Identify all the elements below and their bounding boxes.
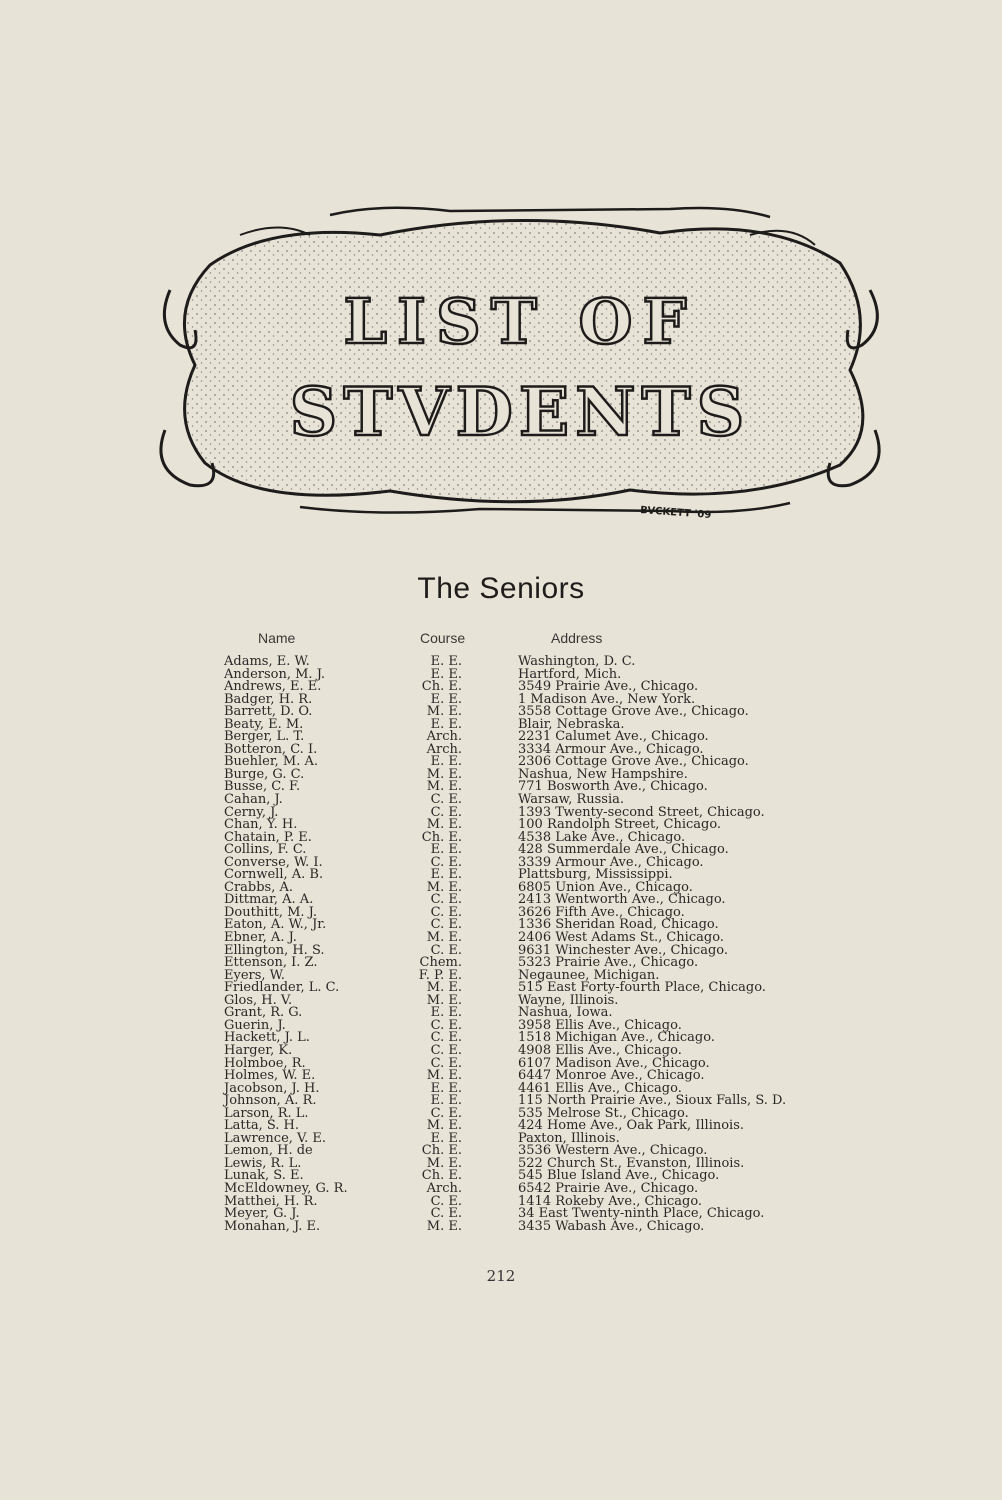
student-course: C. E. xyxy=(430,1105,462,1121)
student-row xyxy=(0,731,1002,744)
student-course: E. E. xyxy=(430,754,462,770)
banner-line-1: LIST OF xyxy=(343,285,697,358)
student-row xyxy=(0,942,1002,958)
student-address: 3558 Cottage Grove Ave., Chicago. xyxy=(518,704,749,720)
column-header-name: Name xyxy=(258,630,296,646)
student-course: M. E. xyxy=(426,779,462,795)
student-row xyxy=(0,781,1002,794)
student-address: 6542 Prairie Ave., Chicago. xyxy=(518,1180,699,1196)
student-address: 3958 Ellis Ave., Chicago. xyxy=(518,1017,682,1033)
student-course: Arch. xyxy=(426,729,462,745)
artist-signature: BVCKETT '09 xyxy=(639,505,712,521)
student-course: C. E. xyxy=(430,904,462,920)
student-address: 522 Church St., Evanston, Illinois. xyxy=(518,1155,745,1171)
student-row xyxy=(0,879,1002,895)
student-name: Latta, S. H. xyxy=(224,1118,300,1134)
student-name: Matthei, H. R. xyxy=(224,1193,318,1209)
student-course: C. E. xyxy=(430,1042,462,1058)
student-name: Grant, R. G. xyxy=(224,1005,303,1021)
student-row xyxy=(0,844,1002,857)
student-course: C. E. xyxy=(430,1030,462,1046)
student-row xyxy=(0,766,1002,782)
student-course: C. E. xyxy=(430,942,462,958)
student-course: M. E. xyxy=(426,817,462,833)
list-of-students-banner xyxy=(150,195,890,525)
student-name: Larson, R. L. xyxy=(224,1105,309,1121)
student-row xyxy=(0,1055,1002,1071)
student-row xyxy=(0,1120,1002,1133)
section-title: The Seniors xyxy=(417,572,585,605)
student-name: Monahan, J. E. xyxy=(224,1218,321,1234)
student-address: 3435 Wabash Ave., Chicago. xyxy=(518,1218,705,1234)
student-course: E. E. xyxy=(430,842,462,858)
student-address: 535 Melrose St., Chicago. xyxy=(518,1105,689,1121)
student-row xyxy=(0,1032,1002,1045)
student-course: C. E. xyxy=(430,1193,462,1209)
student-row xyxy=(0,1170,1002,1183)
student-name: Hackett, J. L. xyxy=(224,1030,310,1046)
student-course: C. E. xyxy=(430,917,462,933)
student-name: Andrews, E. E. xyxy=(224,679,322,695)
student-address: 1414 Rokeby Ave., Chicago. xyxy=(518,1193,703,1209)
student-name: Collins, F. C. xyxy=(224,842,307,858)
student-course: C. E. xyxy=(430,1017,462,1033)
student-address: 3334 Armour Ave., Chicago. xyxy=(518,741,704,757)
student-row xyxy=(0,869,1002,882)
student-course: C. E. xyxy=(430,1206,462,1222)
student-address: 5323 Prairie Ave., Chicago. xyxy=(518,955,699,971)
student-course: M. E. xyxy=(426,1155,462,1171)
student-course: Ch. E. xyxy=(421,1168,462,1184)
student-course: E. E. xyxy=(430,666,462,682)
student-name: Jacobson, J. H. xyxy=(224,1080,320,1096)
student-name: Holmboe, R. xyxy=(224,1055,306,1071)
student-course: M. E. xyxy=(426,879,462,895)
student-address: Hartford, Mich. xyxy=(518,666,622,682)
student-name: Chatain, P. E. xyxy=(224,829,312,845)
student-course: Chem. xyxy=(419,955,462,971)
student-address: Washington, D. C. xyxy=(518,654,636,669)
student-name: Badger, H. R. xyxy=(224,691,313,707)
student-row xyxy=(0,829,1002,845)
student-course: E. E. xyxy=(430,654,462,669)
student-row xyxy=(0,656,1002,669)
student-name: Dittmar, A. A. xyxy=(224,892,314,908)
student-row xyxy=(0,794,1002,807)
student-name: Glos, H. V. xyxy=(224,992,293,1008)
student-name: Douthitt, M. J. xyxy=(224,904,317,920)
student-name: Eaton, A. W., Jr. xyxy=(224,917,327,933)
student-name: Ebner, A. J. xyxy=(224,930,297,946)
student-address: 6107 Madison Ave., Chicago. xyxy=(518,1055,710,1071)
student-name: Crabbs, A. xyxy=(224,879,294,895)
student-name: Friedlander, L. C. xyxy=(224,980,340,996)
student-row xyxy=(0,982,1002,995)
student-address: 1393 Twenty-second Street, Chicago. xyxy=(518,804,765,820)
student-address: 428 Summerdale Ave., Chicago. xyxy=(518,842,729,858)
student-row xyxy=(0,1218,1002,1234)
student-row xyxy=(0,1080,1002,1096)
student-name: Berger, L. T. xyxy=(224,729,305,745)
student-name: Cornwell, A. B. xyxy=(224,867,324,883)
student-address: 6447 Monroe Ave., Chicago. xyxy=(518,1068,705,1084)
student-row xyxy=(0,1105,1002,1121)
student-course: E. E. xyxy=(430,1080,462,1096)
student-row xyxy=(0,819,1002,832)
student-name: McEldowney, G. R. xyxy=(224,1180,348,1196)
column-header-course: Course xyxy=(420,630,466,646)
student-course: E. E. xyxy=(430,691,462,707)
student-course: C. E. xyxy=(430,792,462,808)
student-row xyxy=(0,1180,1002,1196)
student-course: Ch. E. xyxy=(421,1143,462,1159)
student-address: 9631 Winchester Ave., Chicago. xyxy=(518,942,729,958)
student-course: E. E. xyxy=(430,1005,462,1021)
student-name: Chan, Y. H. xyxy=(224,817,298,833)
student-row xyxy=(0,919,1002,932)
student-address: 1 Madison Ave., New York. xyxy=(518,691,696,707)
student-address: 34 East Twenty-ninth Place, Chicago. xyxy=(518,1206,765,1222)
student-name: Burge, G. C. xyxy=(224,766,305,782)
student-address: Warsaw, Russia. xyxy=(518,792,625,808)
student-name: Ettenson, I. Z. xyxy=(224,955,318,971)
student-name: Botteron, C. I. xyxy=(224,741,318,757)
student-row xyxy=(0,756,1002,769)
student-course: M. E. xyxy=(426,704,462,720)
student-row xyxy=(0,741,1002,757)
student-row xyxy=(0,1130,1002,1146)
student-course: M. E. xyxy=(426,980,462,996)
student-name: Lemon, H. de xyxy=(224,1143,313,1159)
student-course: E. E. xyxy=(430,867,462,883)
student-course: C. E. xyxy=(430,1055,462,1071)
student-name: Lewis, R. L. xyxy=(224,1155,302,1171)
student-course: Arch. xyxy=(426,1180,462,1196)
student-address: 771 Bosworth Ave., Chicago. xyxy=(518,779,708,795)
student-name: Anderson, M. J. xyxy=(224,666,326,682)
student-row xyxy=(0,666,1002,682)
student-row xyxy=(0,932,1002,945)
student-row xyxy=(0,1070,1002,1083)
student-row xyxy=(0,1042,1002,1058)
student-course: M. E. xyxy=(426,1218,462,1234)
student-address: 515 East Forty-fourth Place, Chicago. xyxy=(518,980,766,996)
student-address: Nashua, New Hampshire. xyxy=(518,766,688,782)
student-course: E. E. xyxy=(430,1130,462,1146)
student-row xyxy=(0,706,1002,719)
student-address: 4908 Ellis Ave., Chicago. xyxy=(518,1042,682,1058)
student-course: Ch. E. xyxy=(421,829,462,845)
student-name: Adams, E. W. xyxy=(224,654,310,669)
student-name: Eyers, W. xyxy=(224,967,285,983)
student-address: 6805 Union Ave., Chicago. xyxy=(518,879,693,895)
student-course: M. E. xyxy=(426,1118,462,1134)
student-address: 2406 West Adams St., Chicago. xyxy=(518,930,724,946)
banner-line-2: STVDENTS xyxy=(289,373,751,451)
student-row xyxy=(0,854,1002,870)
student-course: F. P. E. xyxy=(418,967,462,983)
student-name: Cahan, J. xyxy=(224,792,283,808)
page-number: 212 xyxy=(486,1267,516,1285)
student-row xyxy=(0,716,1002,732)
student-address: 424 Home Ave., Oak Park, Illinois. xyxy=(518,1118,745,1134)
student-row xyxy=(0,681,1002,694)
student-name: Lunak, S. E. xyxy=(224,1168,304,1184)
student-course: C. E. xyxy=(430,854,462,870)
student-row xyxy=(0,894,1002,907)
student-address: Plattsburg, Mississippi. xyxy=(518,867,673,883)
student-address: 2231 Calumet Ave., Chicago. xyxy=(518,729,709,745)
student-address: 1336 Sheridan Road, Chicago. xyxy=(518,917,719,933)
student-name: Johnson, A. R. xyxy=(224,1093,317,1109)
student-address: 115 North Prairie Ave., Sioux Falls, S. D. xyxy=(518,1093,787,1109)
student-row xyxy=(0,691,1002,707)
student-name: Beaty, E. M. xyxy=(224,716,304,732)
student-row xyxy=(0,957,1002,970)
student-course: M. E. xyxy=(426,930,462,946)
column-header-address: Address xyxy=(551,630,603,646)
student-course: C. E. xyxy=(430,804,462,820)
student-course: M. E. xyxy=(426,766,462,782)
student-address: 545 Blue Island Ave., Chicago. xyxy=(518,1168,720,1184)
student-row xyxy=(0,804,1002,820)
student-name: Lawrence, V. E. xyxy=(224,1130,327,1146)
student-address: 4461 Ellis Ave., Chicago. xyxy=(518,1080,682,1096)
student-row xyxy=(0,1193,1002,1209)
student-address: 4538 Lake Ave., Chicago. xyxy=(518,829,686,845)
student-address: Nashua, Iowa. xyxy=(518,1005,613,1021)
student-course: M. E. xyxy=(426,992,462,1008)
student-row xyxy=(0,1017,1002,1033)
student-name: Ellington, H. S. xyxy=(224,942,325,958)
student-name: Cerny, J. xyxy=(224,804,279,820)
student-address: 3549 Prairie Ave., Chicago. xyxy=(518,679,699,695)
student-course: E. E. xyxy=(430,716,462,732)
student-name: Converse, W. I. xyxy=(224,854,323,870)
student-address: Paxton, Illinois. xyxy=(518,1130,620,1146)
student-name: Harger, K. xyxy=(224,1042,293,1058)
student-row xyxy=(0,1155,1002,1171)
student-name: Meyer, G. J. xyxy=(224,1206,300,1222)
student-row xyxy=(0,1007,1002,1020)
student-address: Negaunee, Michigan. xyxy=(518,967,660,983)
student-name: Busse, C. F. xyxy=(224,779,301,795)
student-address: 2306 Cottage Grove Ave., Chicago. xyxy=(518,754,749,770)
student-row xyxy=(0,967,1002,983)
student-list xyxy=(0,656,1002,1233)
student-row xyxy=(0,1095,1002,1108)
student-row xyxy=(0,1208,1002,1221)
student-row xyxy=(0,904,1002,920)
student-course: Arch. xyxy=(426,741,462,757)
student-course: C. E. xyxy=(430,892,462,908)
student-address: 3626 Fifth Ave., Chicago. xyxy=(518,904,685,920)
student-course: M. E. xyxy=(426,1068,462,1084)
student-name: Buehler, M. A. xyxy=(224,754,318,770)
student-address: 2413 Wentworth Ave., Chicago. xyxy=(518,892,726,908)
student-name: Holmes, W. E. xyxy=(224,1068,316,1084)
student-name: Guerin, J. xyxy=(224,1017,286,1033)
student-address: Blair, Nebraska. xyxy=(518,716,625,732)
student-row xyxy=(0,1145,1002,1158)
student-course: Ch. E. xyxy=(421,679,462,695)
student-course: E. E. xyxy=(430,1093,462,1109)
student-address: Wayne, Illinois. xyxy=(518,992,619,1008)
student-address: 3339 Armour Ave., Chicago. xyxy=(518,854,704,870)
student-address: 3536 Western Ave., Chicago. xyxy=(518,1143,708,1159)
student-address: 100 Randolph Street, Chicago. xyxy=(518,817,722,833)
student-name: Barrett, D. O. xyxy=(224,704,313,720)
student-address: 1518 Michigan Ave., Chicago. xyxy=(518,1030,715,1046)
student-row xyxy=(0,992,1002,1008)
